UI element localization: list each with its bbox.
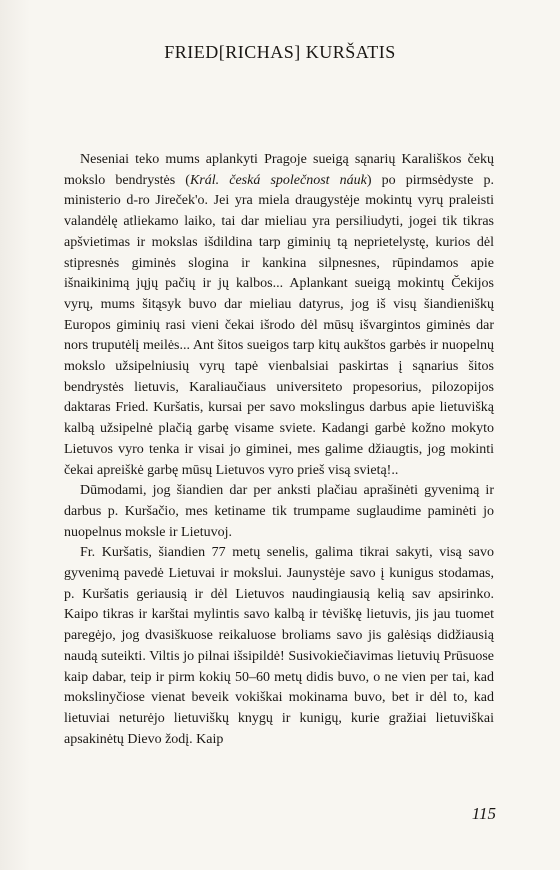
page-number: 115 <box>471 804 496 823</box>
paragraph-1-text-start: Neseniai teko mums aplankyti Pragoje sueigą sąnarių Karališkos čekų mokslo bendrystės ( <box>64 152 494 188</box>
running-head: FRIED[RICHAS] KURŠATIS <box>164 42 396 62</box>
body-text <box>64 150 494 750</box>
paragraph-1-italic-title: Král. česká společnost náuk <box>189 172 367 188</box>
paragraph-3: Fr. Kuršatis, šiandien 77 metų senelis, galima tikrai sakyti, visą savo gyvenimą pavedė Lietuvai ir mokslui. Jaunystėje savo į kunigus stodamas, p. Kuršatis geriausią ir dėl Lietuvos naudingiausią kelią sav apsirinko. Kaipo tikras ir karštai mylintis savo kalbą ir tėviškę lietuvis, jis jau tuomet paregėjo, jog dvasiškuose reikaluose broliams savo jis galėsiąs didžiausią naudą suteikti. Viltis jo pilnai išsipildė! Susivokiečiavimas lietuvių Prūsuose kaip dabar, teip ir pirm kokių 50–60 metų didis buvo, o ne vien per tai, kad mokslinyčiose vienat beveik vokiškai mokinama buvo, bet ir dėl to, kad lietuviai neturėjo lietuviškų knygų ir kunigų, kurie gražiai lietuviškai apsakinėtų Dievo žodį. Kaip <box>64 545 494 747</box>
paragraph-1-text-end: ) po pirmsėdyste p. ministerio d-ro Jireček'o. Jei yra miela draugystėje mokintų vyrų praleisti valandėlę atliekamo laiko, tai dar mieliau yra persiliudyti, jogei tik tikras apšvietimas ir mokslas išdildina tarp giminių tą neprietelystę, kurios dėl stipresnės giminės slogina ir kankina silpnesnes, rūpindamos apie išnaikinimą jųjų pačių ir jų kalbos... Aplankant sueigą mokintų Čekijos vyrų, mums šitąsyk buvo dar mieliau datyrus, jog iš visų šiandieniškų Europos giminių rasi vieni čekai išrodo dėl mūsų išvargintos giminės dar nors truputėlį meilės... Ant šitos sueigos tarp kitų aukštos garbės ir nuopelnų mokslo užsipelniusių vyrų tapė vienbalsiai paskirtas į sąnarius šitos bendrystės lietuvis, Karaliaučiaus universiteto propesorius, pilozopijos daktaras Fried. Kuršatis, kursai per savo mokslingus darbus apie lietuvišką kalbą užsipelnė plačią garbę visame sviete. Kadangi garbė kožno mokyto Lietuvos vyro tenka ir visai jo giminei, mes galime džiaugtis, jog mokinti čekai apreiškė garbę mūsų Lietuvos vyro prieš visą svietą!.. <box>64 172 494 478</box>
paragraph-2: Dūmodami, jog šiandien dar per anksti plačiau aprašinėti gyvenimą ir darbus p. Kuršačio, mes ketiname tik trumpame suglaudime paminėti jo nuopelnus moksle ir Lietuvoj. <box>64 483 494 540</box>
paragraph-1 <box>64 150 494 481</box>
